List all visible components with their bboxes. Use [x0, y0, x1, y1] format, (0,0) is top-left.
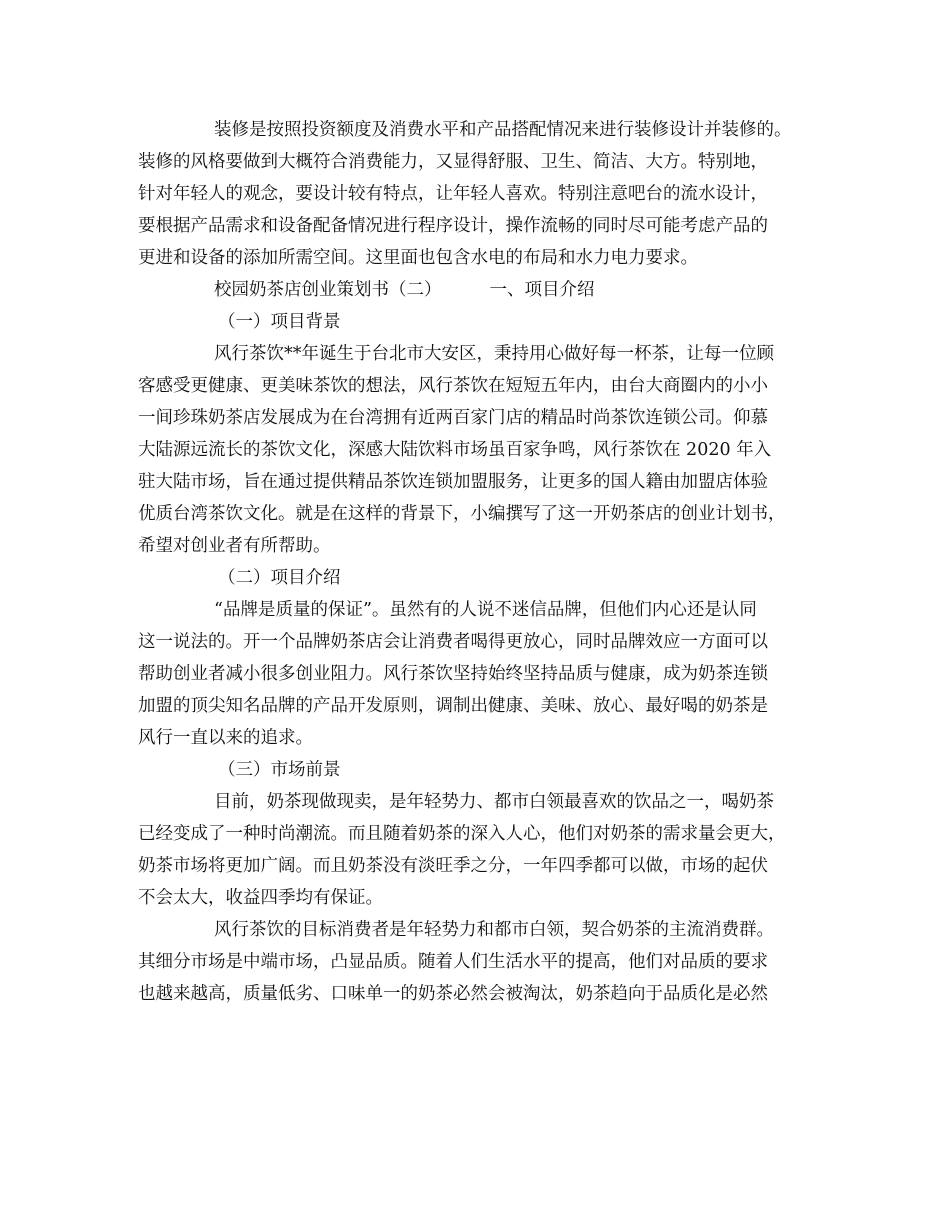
paragraph-line: 要根据产品需求和设备配备情况进行程序设计，操作流畅的同时尽可能考虑产品的 [138, 216, 768, 236]
paragraph-line: 风行一直以来的追求。 [138, 728, 313, 748]
paragraph-line: 帮助创业者减小很多创业阻力。风行茶饮坚持始终坚持品质与健康，成为奶茶连锁 [138, 664, 768, 684]
paragraph-line: 其细分市场是中端市场，凸显品质。随着人们生活水平的提高，他们对品质的要求 [138, 952, 768, 972]
paragraph-line: 驻大陆市场，旨在通过提供精品茶饮连锁加盟服务，让更多的国人籍由加盟店体验 [138, 472, 768, 492]
paragraph-line: 针对年轻人的观念，要设计较有特点，让年轻人喜欢。特别注意吧台的流水设计， [138, 184, 768, 204]
paragraph-line: 装修的风格要做到大概符合消费能力，又显得舒服、卫生、简洁、大方。特别地， [138, 152, 768, 172]
paragraph-line: 这一说法的。开一个品牌奶茶店会让消费者喝得更放心，同时品牌效应一方面可以 [138, 632, 768, 652]
paragraph-line: 客感受更健康、更美味茶饮的想法，风行茶饮在短短五年内，由台大商圈内的小小 [138, 376, 768, 396]
paragraph-line: 风行茶饮**年诞生于台北市大安区，秉持用心做好每一杯茶，让每一位顾 [214, 344, 774, 364]
paragraph-line: 加盟的顶尖知名品牌的产品开发原则，调制出健康、美味、放心、最好喝的奶茶是 [138, 696, 768, 716]
paragraph-line: 优质台湾茶饮文化。就是在这样的背景下，小编撰写了这一开奶茶店的创业计划书， [138, 504, 786, 524]
paragraph-line: 希望对创业者有所帮助。 [138, 536, 331, 556]
paragraph-line: 更进和设备的添加所需空间。这里面也包含水电的布局和水力电力要求。 [138, 248, 698, 268]
paragraph-line: 风行茶饮的目标消费者是年轻势力和都市白领，契合奶茶的主流消费群。 [214, 920, 774, 940]
document-title: 校园奶茶店创业策划书（二） [214, 280, 442, 300]
section-heading: （三）市场前景 [218, 760, 341, 780]
paragraph-line: 不会太大，收益四季均有保证。 [138, 888, 383, 908]
document-title-line [138, 274, 818, 306]
paragraph-line: 大陆源远流长的茶饮文化，深感大陆饮料市场虽百家争鸣，风行茶饮在 2020 年入 [138, 440, 772, 460]
paragraph-line: 装修是按照投资额度及消费水平和产品搭配情况来进行装修设计并装修的。 [214, 120, 792, 140]
paragraph-line: 奶茶市场将更加广阔。而且奶茶没有淡旺季之分，一年四季都可以做，市场的起伏 [138, 856, 768, 876]
paragraph-line: “品牌是质量的保证”。虽然有的人说不迷信品牌，但他们内心还是认同 [214, 600, 757, 620]
paragraph-line: 已经变成了一种时尚潮流。而且随着奶茶的深入人心，他们对奶茶的需求量会更大， [138, 824, 786, 844]
document-body [138, 114, 818, 1010]
section-heading: （二）项目介绍 [218, 568, 341, 588]
section-title: 一、项目介绍 [489, 280, 595, 300]
paragraph-line: 目前，奶茶现做现卖，是年轻势力、都市白领最喜欢的饮品之一，喝奶茶 [214, 792, 774, 812]
section-heading: （一）项目背景 [218, 312, 341, 332]
paragraph-line: 也越来越高，质量低劣、口味单一的奶茶必然会被淘汰，奶茶趋向于品质化是必然 [138, 984, 768, 1004]
paragraph-line: 一间珍珠奶茶店发展成为在台湾拥有近两百家门店的精品时尚茶饮连锁公司。仰慕 [138, 408, 768, 428]
